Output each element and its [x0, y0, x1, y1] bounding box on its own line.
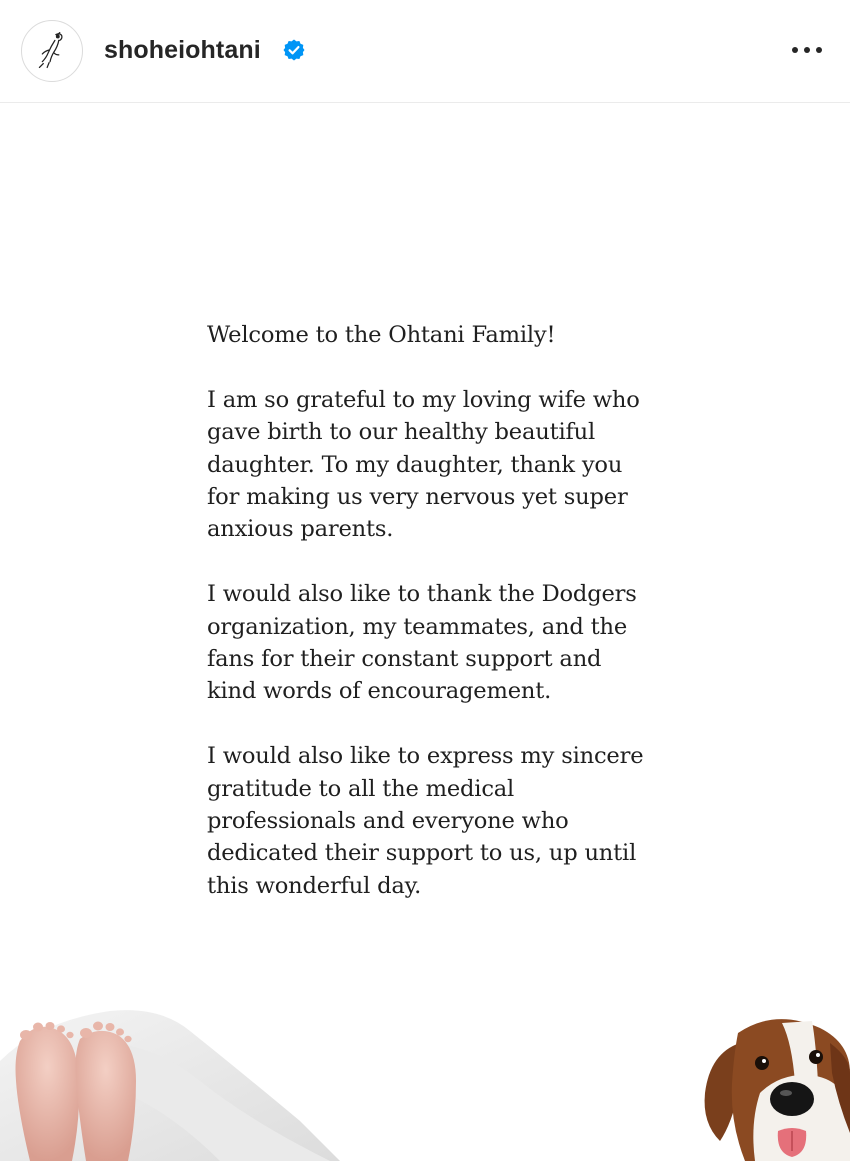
- post-image[interactable]: [0, 103, 850, 1161]
- letter-paragraph-3: I would also like to thank the Dodgers organization, my teammates, and the fans for their constant support and kind words of encouragement.: [207, 581, 637, 705]
- username[interactable]: shoheiohtani: [104, 36, 261, 64]
- sketch-portrait-icon: [22, 21, 82, 81]
- post-header: [0, 0, 850, 103]
- letter-paragraph-4: I would also like to express my sincere gratitude to all the medical professionals and everyone who dedicated their support to us, up until this wonderful day.: [207, 743, 644, 899]
- more-options-icon[interactable]: [787, 36, 827, 64]
- letter-paragraph-1: Welcome to the Ohtani Family!: [207, 322, 556, 348]
- announcement-letter: [207, 319, 657, 935]
- letter-paragraph-2: I am so grateful to my loving wife who gave birth to our healthy beautiful daughter. To my daughter, thank you for making us very nervous yet super anxious parents.: [207, 386, 640, 543]
- baby-feet-photo: [0, 1001, 340, 1161]
- verified-badge-icon: [282, 38, 306, 62]
- dog-photo: [700, 1013, 850, 1161]
- avatar[interactable]: [21, 20, 83, 82]
